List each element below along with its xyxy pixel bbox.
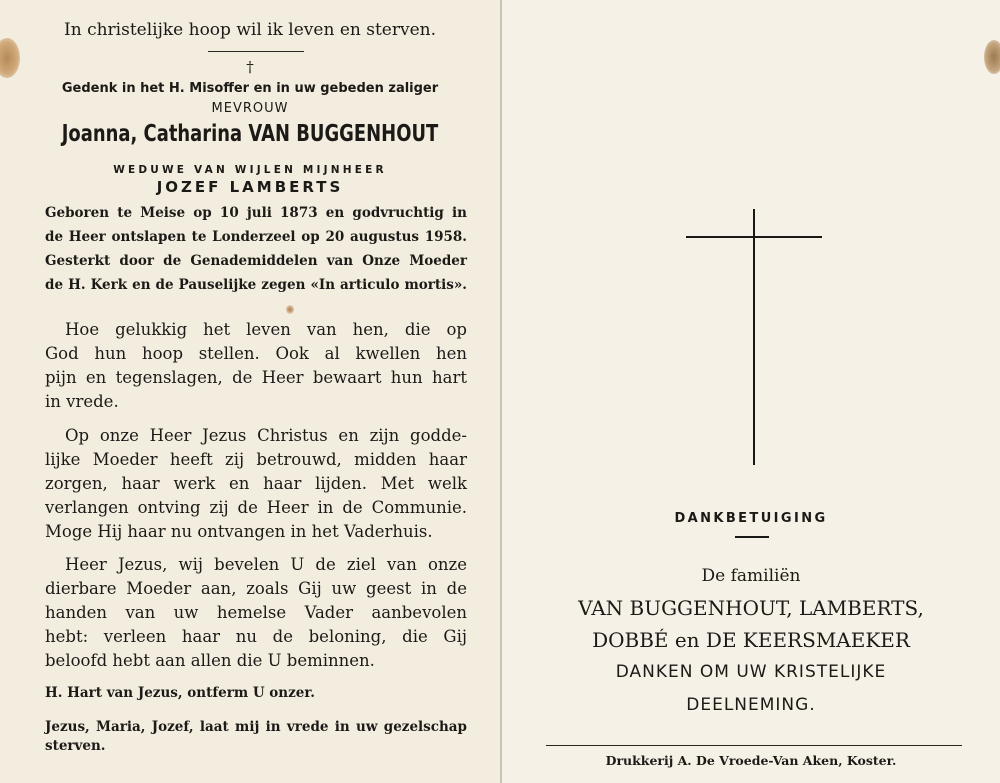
bio-line: de Heer ontslapen te Londerzeel op 20 augustus 1958. <box>45 229 467 245</box>
text-line: zorgen, haar werk en haar lijden. Met welk <box>45 474 467 493</box>
divider <box>546 745 962 746</box>
thanks-text: DEELNEMING. <box>686 695 816 715</box>
title: MEVROUW <box>211 101 289 116</box>
text-line: lijke Moeder heeft zij betrouwd, midden haar <box>45 450 467 469</box>
remember-line: Gedenk in het H. Misoffer en in uw gebeden zaliger <box>61 81 439 96</box>
prayer-line: Jezus, Maria, Jozef, laat mij in vrede in uw gezelschap <box>45 719 467 735</box>
deceased-name: Joanna, Catharina VAN BUGGENHOUT <box>61 121 439 147</box>
motto: In christelijke hoop wil ik leven en sterven. <box>64 20 436 40</box>
bio-line: Geboren te Meise op 10 juli 1873 en godvruchtig in <box>45 205 467 221</box>
cross-icon: † <box>246 58 254 76</box>
text-line: dierbare Moeder aan, zoals Gij uw geest in de <box>45 579 467 598</box>
family-names: VAN BUGGENHOUT, LAMBERTS, <box>578 596 924 620</box>
husband-name: JOZEF LAMBERTS <box>156 178 344 196</box>
text-line: God hun hoop stellen. Ook al kwellen hen <box>45 344 467 363</box>
stain-mark <box>984 40 1000 74</box>
cross-icon <box>686 236 822 238</box>
right-page <box>502 0 1000 783</box>
text-line: Op onze Heer Jezus Christus en zijn godde- <box>65 426 467 445</box>
text-line: in vrede. <box>45 392 119 411</box>
bio-line: de H. Kerk en de Pauselijke zegen «In articulo mortis». <box>45 277 467 293</box>
prayer-line: sterven. <box>45 738 106 754</box>
printer-credit: Drukkerij A. De Vroede-Van Aken, Koster. <box>605 753 897 768</box>
text-line: Hoe gelukkig het leven van hen, die op <box>65 320 467 339</box>
text-line: handen van uw hemelse Vader aanbevolen <box>45 603 467 622</box>
stain-mark <box>286 305 294 314</box>
text-line: Heer Jezus, wij bevelen U de ziel van onze <box>65 555 467 574</box>
text-line: Moge Hij haar nu ontvangen in het Vaderhuis. <box>45 522 433 541</box>
text-line: verlangen ontving zij de Heer in de Communie. <box>45 498 467 517</box>
text-line: pijn en tegenslagen, de Heer bewaart hun hart <box>45 368 467 387</box>
divider <box>735 536 769 538</box>
cross-icon <box>753 209 755 465</box>
bio-line: Gesterkt door de Genademiddelen van Onze Moeder <box>45 253 467 269</box>
thanks-heading: DANKBETUIGING <box>674 511 828 526</box>
thanks-text: DANKEN OM UW KRISTELIJKE <box>615 662 887 682</box>
widow-line: WEDUWE VAN WIJLEN MIJNHEER <box>113 164 387 176</box>
text-line: hebt: verleen haar nu de beloning, die Gij <box>45 627 467 646</box>
prayer: H. Hart van Jezus, ontferm U onzer. <box>45 685 315 701</box>
divider <box>208 51 304 52</box>
text-line: beloofd hebt aan allen die U beminnen. <box>45 651 375 670</box>
family-names: DOBBÉ en DE KEERSMAEKER <box>592 628 910 652</box>
families-intro: De familiën <box>701 566 801 586</box>
